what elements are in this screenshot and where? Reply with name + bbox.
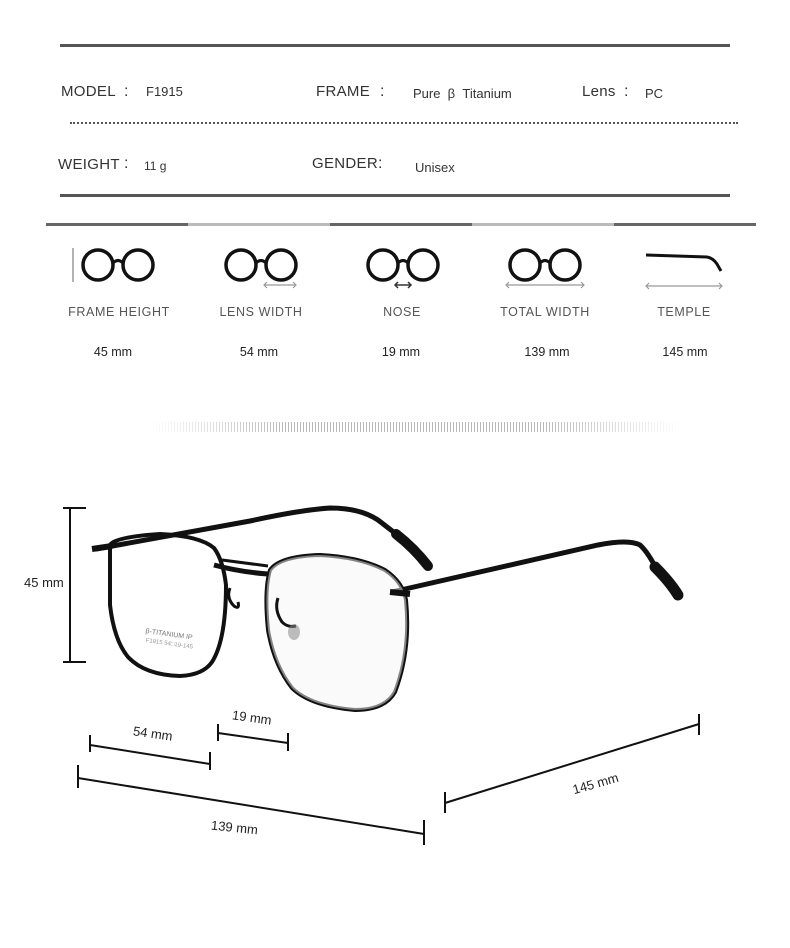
total-width-label: TOTAL WIDTH (500, 305, 590, 319)
frame-height-value: 45 mm (93, 345, 133, 359)
gender-label: GENDER (312, 155, 378, 172)
bridge-dimension (218, 724, 288, 751)
lens-value: PC (645, 86, 664, 101)
frame-value: Pure β Titanium (413, 86, 512, 101)
total-width-value: 139 mm (524, 345, 570, 359)
lens-marking: F1915 54□19-145 (145, 638, 194, 651)
front-temple (392, 542, 678, 595)
diagram-total-width-label: 139 mm (210, 817, 259, 838)
nose-value: 19 mm (381, 345, 421, 359)
lens-colon: : (624, 83, 629, 100)
frame-height-label: FRAME HEIGHT (68, 305, 170, 319)
model-value: F1915 (146, 84, 183, 99)
diagram-lens-width-label: 54 mm (132, 723, 174, 744)
left-lens-rim (110, 534, 226, 676)
temple-label: TEMPLE (657, 305, 711, 319)
model-colon: : (124, 83, 129, 100)
lens-marking: β-TITANIUM IP (145, 628, 193, 642)
diagram-bridge-label: 19 mm (231, 707, 273, 728)
temple-value: 145 mm (662, 345, 708, 359)
weight-label: WEIGHT (58, 156, 120, 173)
height-dimension (63, 508, 86, 662)
diagram-height-label: 45 mm (24, 575, 64, 590)
weight-value: 11 g (144, 159, 167, 173)
diagram-temple-label: 145 mm (570, 769, 621, 798)
frame-label: FRAME (316, 83, 370, 100)
gender-value: Unisex (415, 160, 455, 175)
lens-width-label: LENS WIDTH (219, 305, 303, 319)
model-label: MODEL (61, 83, 116, 100)
temple-dimension (445, 714, 699, 813)
lens-width-value: 54 mm (239, 345, 279, 359)
weight-colon: : (124, 155, 129, 172)
nose-label: NOSE (383, 305, 421, 319)
gender-colon: : (378, 155, 383, 172)
lens-label: Lens (582, 83, 616, 100)
frame-colon: : (380, 83, 385, 100)
